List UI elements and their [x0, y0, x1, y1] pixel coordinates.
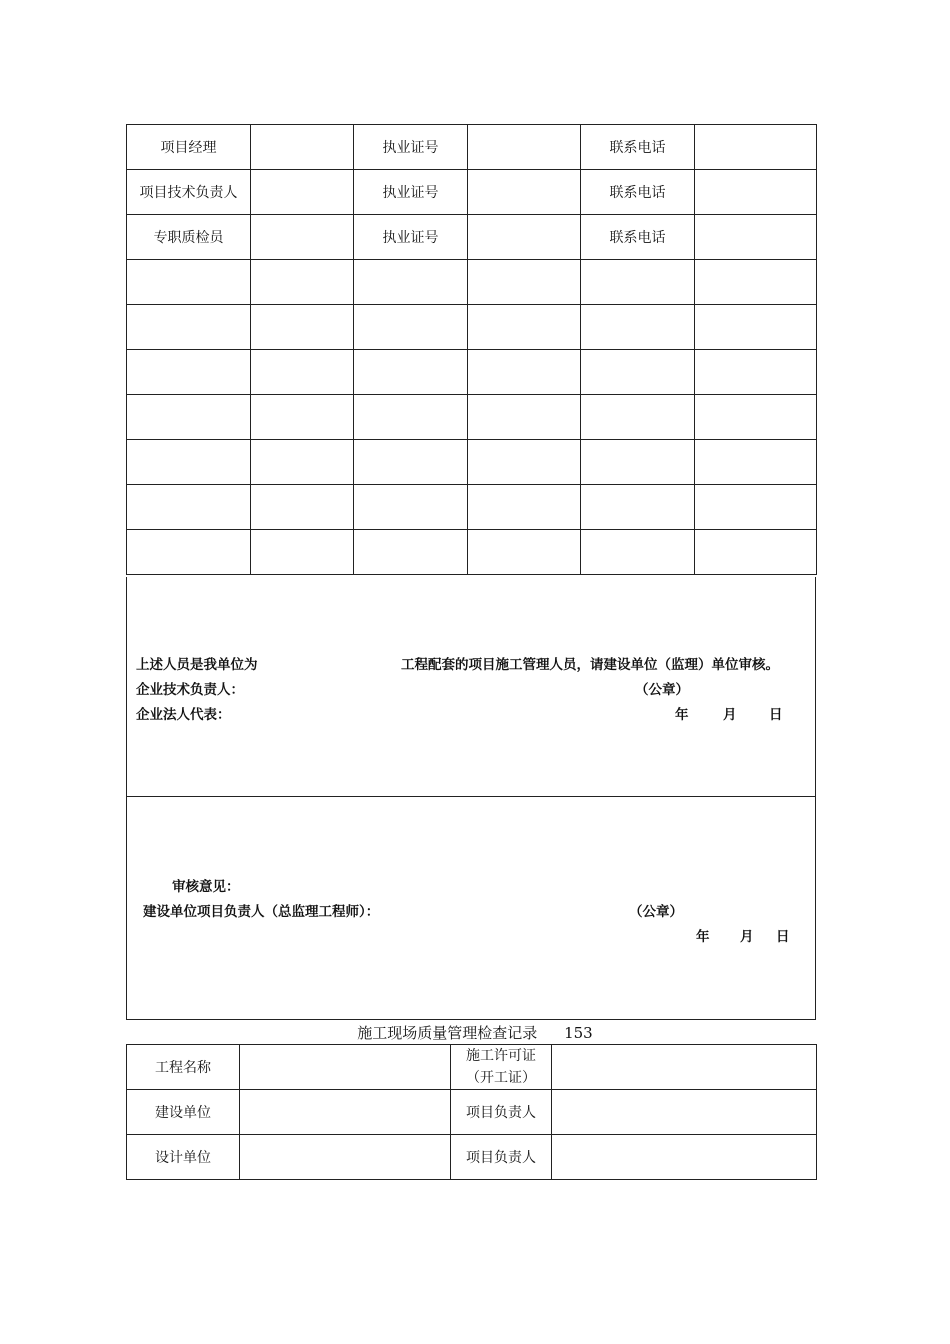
empty-cell[interactable] — [468, 395, 581, 440]
empty-cell[interactable] — [468, 485, 581, 530]
name-cell[interactable] — [251, 170, 354, 215]
empty-cell[interactable] — [468, 350, 581, 395]
project-name-label: 工程名称 — [127, 1045, 240, 1090]
empty-cell[interactable] — [127, 260, 251, 305]
date-month: 月 — [740, 929, 754, 945]
owner-unit-label: 建设单位 — [127, 1090, 240, 1135]
empty-cell[interactable] — [695, 350, 817, 395]
empty-cell[interactable] — [354, 395, 468, 440]
empty-cell[interactable] — [251, 440, 354, 485]
role-label: 项目经理 — [127, 125, 251, 170]
empty-cell[interactable] — [354, 260, 468, 305]
empty-cell[interactable] — [581, 530, 695, 575]
empty-cell[interactable] — [695, 395, 817, 440]
table-row — [127, 350, 817, 395]
empty-cell[interactable] — [251, 530, 354, 575]
form-title: 施工现场质量管理检查记录 — [357, 1024, 538, 1042]
design-unit-cell[interactable] — [240, 1135, 451, 1180]
project-info-table — [126, 1044, 817, 1180]
empty-cell[interactable] — [468, 260, 581, 305]
phone-cell[interactable] — [695, 170, 817, 215]
empty-cell[interactable] — [251, 485, 354, 530]
empty-cell[interactable] — [468, 305, 581, 350]
empty-cell[interactable] — [127, 485, 251, 530]
empty-cell[interactable] — [354, 305, 468, 350]
table-row — [127, 170, 817, 215]
table-row — [127, 440, 817, 485]
project-lead-label: 项目负责人 — [451, 1135, 552, 1180]
empty-cell[interactable] — [127, 440, 251, 485]
empty-cell[interactable] — [695, 440, 817, 485]
project-name-cell[interactable] — [240, 1045, 451, 1090]
empty-cell[interactable] — [695, 305, 817, 350]
empty-cell[interactable] — [251, 350, 354, 395]
phone-cell[interactable] — [695, 215, 817, 260]
company-seal: （公章） — [635, 682, 689, 698]
table-row — [127, 305, 817, 350]
permit-label — [451, 1045, 552, 1090]
owner-head-signature: 建设单位项目负责人（总监理工程师）： — [143, 904, 380, 920]
declaration-box — [126, 577, 816, 797]
empty-cell[interactable] — [581, 395, 695, 440]
empty-cell[interactable] — [468, 440, 581, 485]
design-unit-label: 设计单位 — [127, 1135, 240, 1180]
date-year: 年 — [696, 929, 710, 945]
empty-cell[interactable] — [354, 530, 468, 575]
project-lead-label: 项目负责人 — [451, 1090, 552, 1135]
form-caption — [0, 1022, 950, 1043]
table-row — [127, 395, 817, 440]
role-label: 专职质检员 — [127, 215, 251, 260]
empty-cell[interactable] — [695, 260, 817, 305]
owner-unit-cell[interactable] — [240, 1090, 451, 1135]
empty-cell[interactable] — [354, 350, 468, 395]
cert-cell[interactable] — [468, 125, 581, 170]
date-year: 年 — [675, 707, 689, 723]
empty-cell[interactable] — [127, 350, 251, 395]
table-row — [127, 215, 817, 260]
empty-cell[interactable] — [695, 530, 817, 575]
table-row — [127, 1135, 817, 1180]
empty-cell[interactable] — [251, 395, 354, 440]
page-number: 153 — [564, 1024, 593, 1042]
phone-label: 联系电话 — [581, 170, 695, 215]
permit-label-line1: 施工许可证 — [466, 1048, 536, 1064]
empty-cell[interactable] — [468, 530, 581, 575]
empty-cell[interactable] — [251, 305, 354, 350]
table-row — [127, 1045, 817, 1090]
empty-cell[interactable] — [127, 530, 251, 575]
table-row — [127, 530, 817, 575]
name-cell[interactable] — [251, 125, 354, 170]
project-lead-cell[interactable] — [552, 1090, 817, 1135]
empty-cell[interactable] — [581, 305, 695, 350]
date-day: 日 — [776, 929, 790, 945]
role-label: 项目技术负责人 — [127, 170, 251, 215]
empty-cell[interactable] — [354, 485, 468, 530]
cert-label: 执业证号 — [354, 125, 468, 170]
cert-label: 执业证号 — [354, 170, 468, 215]
date-day: 日 — [769, 707, 783, 723]
name-cell[interactable] — [251, 215, 354, 260]
cert-label: 执业证号 — [354, 215, 468, 260]
empty-cell[interactable] — [354, 440, 468, 485]
empty-cell[interactable] — [127, 395, 251, 440]
phone-cell[interactable] — [695, 125, 817, 170]
legal-rep-signature: 企业法人代表： — [136, 707, 231, 723]
empty-cell[interactable] — [581, 485, 695, 530]
permit-cell[interactable] — [552, 1045, 817, 1090]
empty-cell[interactable] — [581, 350, 695, 395]
table-row — [127, 125, 817, 170]
declaration-intro: 上述人员是我单位为 — [136, 657, 258, 673]
review-opinion: 审核意见： — [172, 879, 240, 895]
table-row — [127, 485, 817, 530]
phone-label: 联系电话 — [581, 215, 695, 260]
tech-head-signature: 企业技术负责人： — [136, 682, 244, 698]
table-row — [127, 260, 817, 305]
table-row — [127, 1090, 817, 1135]
cert-cell[interactable] — [468, 215, 581, 260]
owner-seal: （公章） — [629, 904, 683, 920]
empty-cell[interactable] — [695, 485, 817, 530]
empty-cell[interactable] — [127, 305, 251, 350]
cert-cell[interactable] — [468, 170, 581, 215]
phone-label: 联系电话 — [581, 125, 695, 170]
empty-cell[interactable] — [581, 260, 695, 305]
permit-label-line2: （开工证） — [466, 1070, 536, 1086]
empty-cell[interactable] — [581, 440, 695, 485]
declaration-purpose: 工程配套的项目施工管理人员，请建设单位（监理）单位审核。 — [401, 657, 779, 673]
date-month: 月 — [723, 707, 737, 723]
project-lead-cell[interactable] — [552, 1135, 817, 1180]
empty-cell[interactable] — [251, 260, 354, 305]
personnel-table — [126, 124, 817, 575]
review-box — [126, 796, 816, 1020]
